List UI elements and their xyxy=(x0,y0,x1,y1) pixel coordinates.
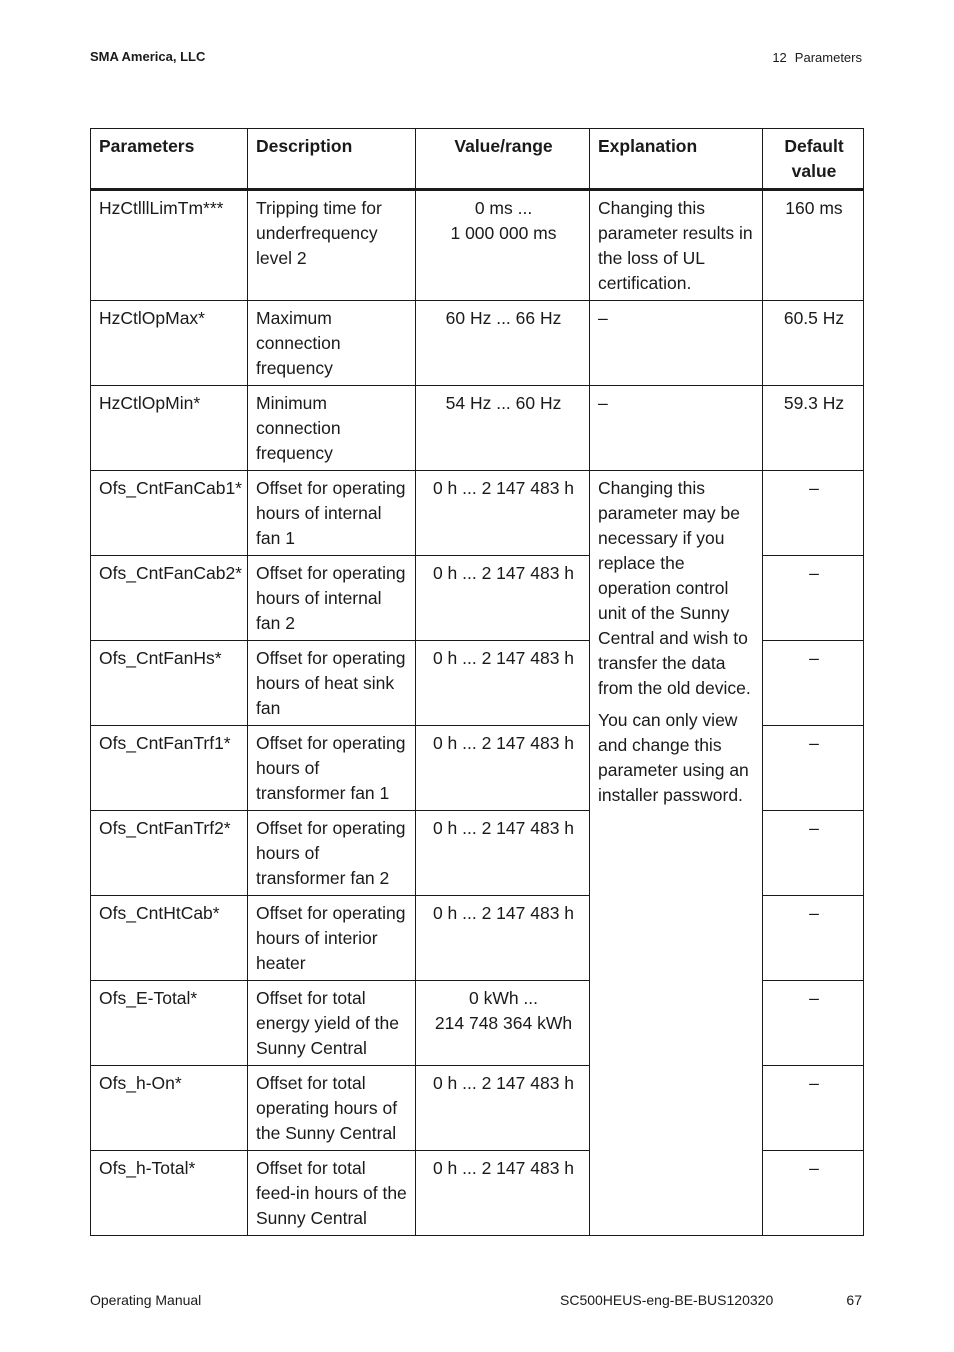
param-default: 160 ms xyxy=(763,190,864,301)
param-name: Ofs_CntFanCab2* xyxy=(91,556,248,641)
param-name: Ofs_h-On* xyxy=(91,1066,248,1151)
table-row xyxy=(91,386,864,471)
param-explanation: – xyxy=(590,301,763,386)
table-row xyxy=(91,190,864,301)
param-description: Offset for operating hours of internal fan 2 xyxy=(248,556,416,641)
chapter-number: 12 xyxy=(772,50,787,65)
param-description: Minimum connection frequency xyxy=(248,386,416,471)
param-description: Tripping time for underfrequency level 2 xyxy=(248,190,416,301)
param-default: – xyxy=(763,641,864,726)
param-range: 0 h ... 2 147 483 h xyxy=(416,1151,590,1236)
param-range xyxy=(416,981,590,1066)
param-description: Offset for total energy yield of the Sunny Central xyxy=(248,981,416,1066)
range-line: 0 kWh ... xyxy=(468,988,539,1008)
param-name: Ofs_CntFanCab1* xyxy=(91,471,248,556)
param-description: Offset for operating hours of heat sink fan xyxy=(248,641,416,726)
page-number: 67 xyxy=(846,1292,862,1308)
param-default: – xyxy=(763,556,864,641)
param-range: 0 h ... 2 147 483 h xyxy=(416,811,590,896)
parameters-table xyxy=(90,128,864,1236)
param-name: Ofs_CntFanTrf2* xyxy=(91,811,248,896)
param-default: – xyxy=(763,726,864,811)
param-description: Offset for operating hours of transformer fan 1 xyxy=(248,726,416,811)
param-default: – xyxy=(763,471,864,556)
footer-doc-code: SC500HEUS-eng-BE-BUS120320 xyxy=(560,1292,774,1308)
param-range: 54 Hz ... 60 Hz xyxy=(416,386,590,471)
param-range: 0 h ... 2 147 483 h xyxy=(416,896,590,981)
col-header-description: Description xyxy=(248,129,416,190)
param-default: 59.3 Hz xyxy=(763,386,864,471)
param-default: – xyxy=(763,896,864,981)
param-name: HzCtlOpMin* xyxy=(91,386,248,471)
table-row xyxy=(91,301,864,386)
table-row xyxy=(91,471,864,556)
param-default: – xyxy=(763,1151,864,1236)
col-header-explanation: Explanation xyxy=(590,129,763,190)
param-name: Ofs_CntHtCab* xyxy=(91,896,248,981)
param-description: Offset for operating hours of transformer fan 2 xyxy=(248,811,416,896)
param-range xyxy=(416,190,590,301)
param-name: Ofs_CntFanTrf1* xyxy=(91,726,248,811)
param-description: Offset for operating hours of interior heater xyxy=(248,896,416,981)
explanation-paragraph: You can only view and change this parameter using an installer password. xyxy=(598,710,749,805)
col-header-default-value: Default value xyxy=(763,129,864,190)
header-chapter xyxy=(772,50,862,65)
range-line: 0 ms ... xyxy=(474,198,533,218)
param-default: – xyxy=(763,811,864,896)
explanation-paragraph: Changing this parameter may be necessary if you replace the operation control unit of the Sunny Central and wish to transfer the data from the old device. xyxy=(598,478,751,698)
param-name: HzCtlllLimTm*** xyxy=(91,190,248,301)
param-range: 0 h ... 2 147 483 h xyxy=(416,726,590,811)
param-range: 0 h ... 2 147 483 h xyxy=(416,556,590,641)
merged-explanation xyxy=(590,471,763,1236)
param-range: 60 Hz ... 66 Hz xyxy=(416,301,590,386)
param-range: 0 h ... 2 147 483 h xyxy=(416,471,590,556)
param-default: – xyxy=(763,1066,864,1151)
param-description: Maximum connection frequency xyxy=(248,301,416,386)
param-default: 60.5 Hz xyxy=(763,301,864,386)
param-description: Offset for total operating hours of the Sunny Central xyxy=(248,1066,416,1151)
chapter-title: Parameters xyxy=(794,50,862,65)
param-explanation: Changing this parameter results in the loss of UL certification. xyxy=(590,190,763,301)
range-line: 1 000 000 ms xyxy=(450,223,557,243)
param-default: – xyxy=(763,981,864,1066)
param-name: HzCtlOpMax* xyxy=(91,301,248,386)
param-explanation: – xyxy=(590,386,763,471)
param-range: 0 h ... 2 147 483 h xyxy=(416,1066,590,1151)
col-header-value-range: Value/range xyxy=(416,129,590,190)
header-company: SMA America, LLC xyxy=(90,49,206,64)
param-name: Ofs_CntFanHs* xyxy=(91,641,248,726)
param-description: Offset for operating hours of internal fan 1 xyxy=(248,471,416,556)
col-header-parameters: Parameters xyxy=(91,129,248,190)
param-range: 0 h ... 2 147 483 h xyxy=(416,641,590,726)
range-line: 214 748 364 kWh xyxy=(434,1013,573,1033)
table-header-row xyxy=(91,129,864,190)
param-name: Ofs_E-Total* xyxy=(91,981,248,1066)
param-name: Ofs_h-Total* xyxy=(91,1151,248,1236)
param-description: Offset for total feed-in hours of the Sunny Central xyxy=(248,1151,416,1236)
footer-manual: Operating Manual xyxy=(90,1292,202,1308)
